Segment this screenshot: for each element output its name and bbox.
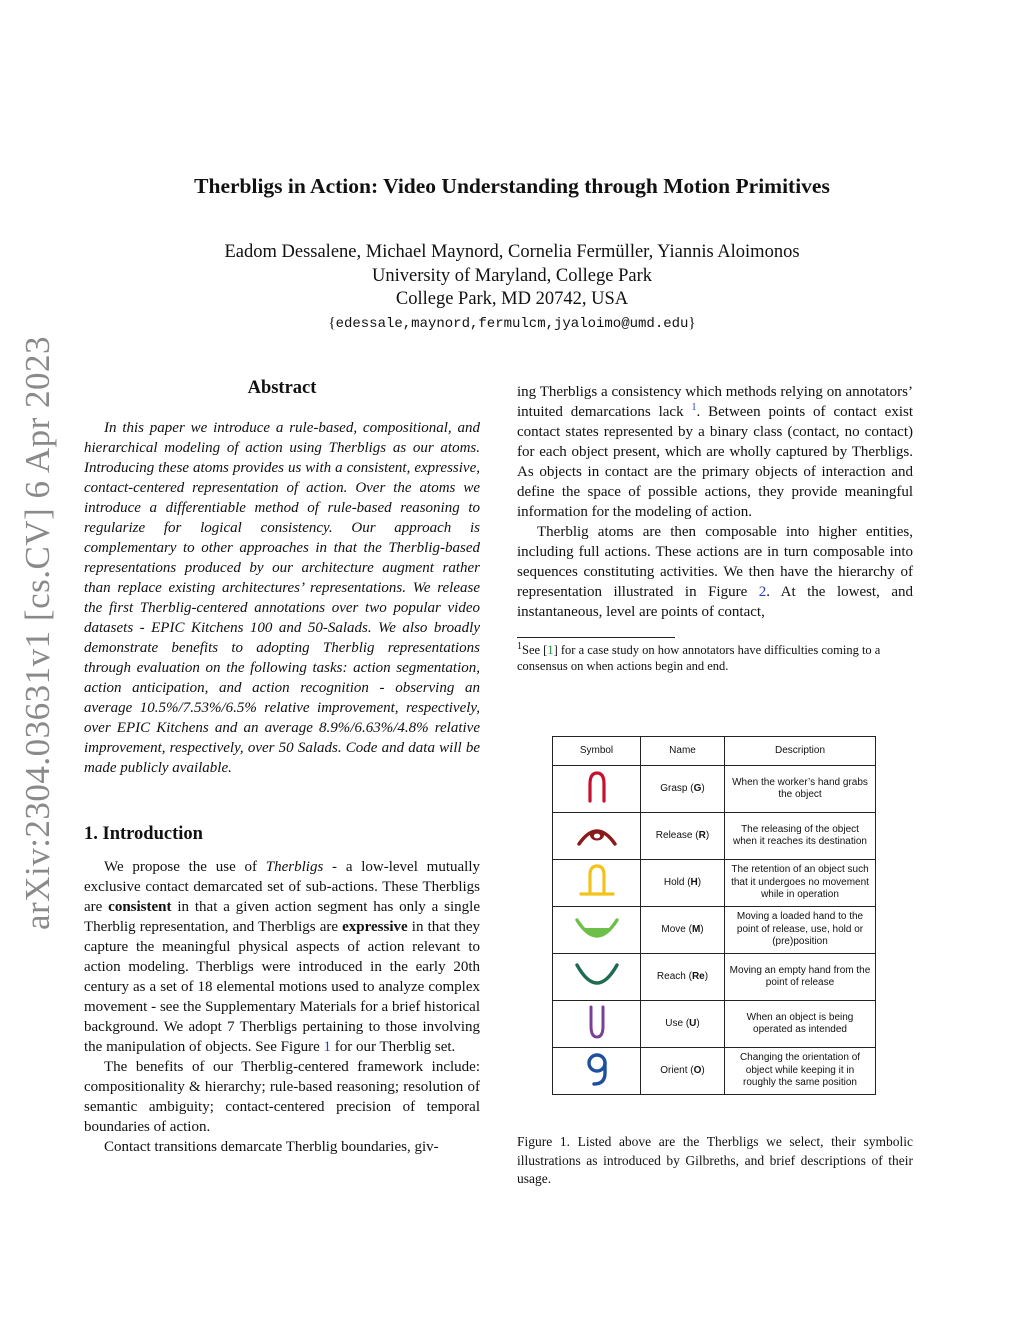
hold-magnet-icon (575, 861, 619, 901)
therblig-name: Use (665, 1017, 684, 1029)
symbol-cell (553, 860, 641, 907)
name-cell: Orient (O) (641, 1048, 725, 1095)
text-run: ] for a case study on how annotators have difficulties coming to a consensus on when actions begin and end. (517, 643, 881, 673)
footnote-1 (517, 642, 913, 674)
symbol-cell (553, 954, 641, 1001)
email-open-brace: { (328, 315, 336, 331)
text-run: for our Therblig set. (331, 1039, 456, 1055)
address: College Park, MD 20742, USA (395, 289, 629, 309)
therblig-name: Release (655, 829, 693, 841)
paper-title: Therbligs in Action: Video Understanding through Motion Primitives (194, 174, 830, 198)
therblig-abbr: R (698, 829, 706, 841)
email-close-brace: } (688, 315, 696, 331)
text-run: - a low-level mutually exclusive contact demarcated set of sub-actions. These Therbligs are (84, 859, 480, 915)
name-cell: Reach (Re) (641, 954, 725, 1001)
bold-expressive: expressive (342, 919, 408, 935)
description-cell: Moving a loaded hand to the point of release, use, hold or (pre)position (725, 907, 876, 954)
left-column (84, 378, 480, 1157)
symbol-cell (553, 813, 641, 860)
text-run: ing Therbligs a consistency which methods relying on annotators’ intuited demarcations lack (517, 384, 913, 420)
figure-1-link[interactable]: 1 (323, 1039, 332, 1055)
author-block (0, 241, 1024, 312)
table-row-grasp (553, 766, 876, 813)
right-paragraph-2 (517, 522, 913, 622)
grasp-arch-icon (577, 767, 617, 807)
header-name: Name (641, 737, 725, 766)
therblig-name: Reach (656, 970, 686, 982)
introduction-heading: 1. Introduction (84, 824, 203, 844)
figure-2-link[interactable]: 2 (758, 584, 767, 600)
table-header-row (553, 737, 876, 766)
text-run: in that they capture the meaningful physical aspects of action relevant to action modeling. Therbligs were introduced in the early 20th century as a set of 18 elemental motions used to analyze complex movement - see the Supplementary Materials for a brief historical background. We adopt 7 Therbligs pertaining to those involving the manipulation of objects. See Figure (84, 919, 480, 1055)
therblig-abbr: G (693, 782, 702, 794)
name-cell: Grasp (G) (641, 766, 725, 813)
text-run: . Between points of contact exist contact states represented by a binary class (contact, no contact) for each object present, which are wholly captured by Therbligs. As objects in contact are the primary objects of interaction and define the space of possible actions, they provide meaningful information for the modeling of action. (517, 404, 913, 520)
text-run: Therblig atoms are then composable into higher entities, including full actions. These actions are in turn composable into sequences constituting activities. We then have the hierarchy of representation illustrated in Figure (517, 524, 913, 600)
description-cell: When the worker’s hand grabs the object (725, 766, 876, 813)
release-eye-icon (574, 814, 620, 854)
footnote-1-link[interactable]: 1 (691, 402, 697, 413)
symbol-cell (553, 1001, 641, 1048)
therblig-name: Grasp (660, 782, 688, 794)
name-cell: Use (U) (641, 1001, 725, 1048)
abstract-heading: Abstract (247, 378, 317, 398)
therblig-abbr: H (690, 876, 698, 888)
footnote-rule (517, 637, 675, 638)
figure-1-caption: Figure 1. Listed above are the Therbligs we select, their symbolic illustrations as introduced by Gilbreths, and brief descriptions of their usage. (517, 1134, 913, 1186)
therblig-abbr: Re (691, 970, 705, 982)
name-cell: Move (M) (641, 907, 725, 954)
table-row-release (553, 813, 876, 860)
therblig-abbr: U (689, 1017, 697, 1029)
description-cell: The retention of an object such that it undergoes no movement while in operation (725, 860, 876, 907)
symbol-cell (553, 1048, 641, 1095)
table-row-reach (553, 954, 876, 1001)
symbol-cell (553, 766, 641, 813)
intro-paragraph-1 (84, 857, 480, 1057)
therblig-name: Move (661, 923, 686, 935)
description-cell: When an object is being operated as intended (725, 1001, 876, 1048)
name-cell: Release (R) (641, 813, 725, 860)
description-cell: The releasing of the object when it reaches its destination (725, 813, 876, 860)
use-u-icon (577, 1002, 617, 1042)
right-paragraph-1 (517, 382, 913, 522)
text-run: . At the lowest, and instantaneous, level are points of contact, (517, 584, 913, 620)
arxiv-identifier-stamp: arXiv:2304.03631v1 [cs.CV] 6 Apr 2023 (18, 335, 57, 930)
header-description: Description (725, 737, 876, 766)
symbol-cell (553, 907, 641, 954)
text-run: in that a given action segment has only a single Therblig representation, and Therbligs are (84, 899, 480, 935)
therblig-abbr: O (693, 1064, 702, 1076)
emphasis-therbligs: Therbligs (265, 859, 324, 875)
therblig-name: Orient (660, 1064, 688, 1076)
table-row-use (553, 1001, 876, 1048)
description-cell: Changing the orientation of object while keeping it in roughly the same position (725, 1048, 876, 1095)
table-row-hold (553, 860, 876, 907)
affiliation: University of Maryland, College Park (371, 265, 652, 286)
citation-1-link[interactable]: 1 (547, 643, 554, 657)
right-column (517, 382, 913, 674)
intro-paragraph-3: Contact transitions demarcate Therblig boundaries, giv- (104, 1139, 439, 1155)
table-row-move (553, 907, 876, 954)
bold-consistent: consistent (108, 899, 172, 915)
therblig-abbr: M (691, 923, 701, 935)
author-emails (0, 315, 1024, 332)
author-names: Eadom Dessalene, Michael Maynord, Cornelia Fermüller, Yiannis Aloimonos (224, 242, 800, 262)
therblig-figure-table (552, 736, 876, 1095)
reach-cup-icon (572, 955, 622, 995)
text-run: We propose the use of (104, 859, 266, 875)
table-row-orient (553, 1048, 876, 1095)
intro-paragraph-2: The benefits of our Therblig-centered framework include: compositionality & hierarchy; rule-based reasoning; resolution of semantic ambiguity; contact-centered precision of temporal boundaries of action. (84, 1059, 480, 1135)
email-list[interactable]: edessale,maynord,fermulcm,jyaloimo@umd.edu (335, 316, 689, 332)
abstract-text: In this paper we introduce a rule-based, compositional, and hierarchical modeling of action using Therbligs as our atoms. Introducing these atoms provides us with a consistent, expressive, contact-centered representation of action. Over the atoms we introduce a differentiable method of rule-based reasoning to regularize for logical consistency. Our approach is complementary to other approaches in that the Therblig-based representations produced by our architecture augment rather than replace existing architectures’ representations. We release the first Therblig-centered annotations over two popular video datasets - EPIC Kitchens 100 and 50-Salads. We also broadly demonstrate benefits to adopting Therblig representations through evaluation on the following tasks: action segmentation, action anticipation, and action recognition - observing an average 10.5%/7.53%/6.5% relative improvement, respectively, over EPIC Kitchens and an average 8.9%/6.63%/4.8% relative improvement, respectively, over 50 Salads. Code and data will be made publicly available. (84, 420, 480, 776)
description-cell: Moving an empty hand from the point of release (725, 954, 876, 1001)
text-run: See [ (522, 643, 548, 657)
orient-nine-icon (577, 1049, 617, 1089)
header-symbol: Symbol (553, 737, 641, 766)
footnote-mark: 1 (517, 640, 522, 652)
move-bowl-icon (572, 908, 622, 948)
name-cell: Hold (H) (641, 860, 725, 907)
therblig-name: Hold (663, 876, 685, 888)
